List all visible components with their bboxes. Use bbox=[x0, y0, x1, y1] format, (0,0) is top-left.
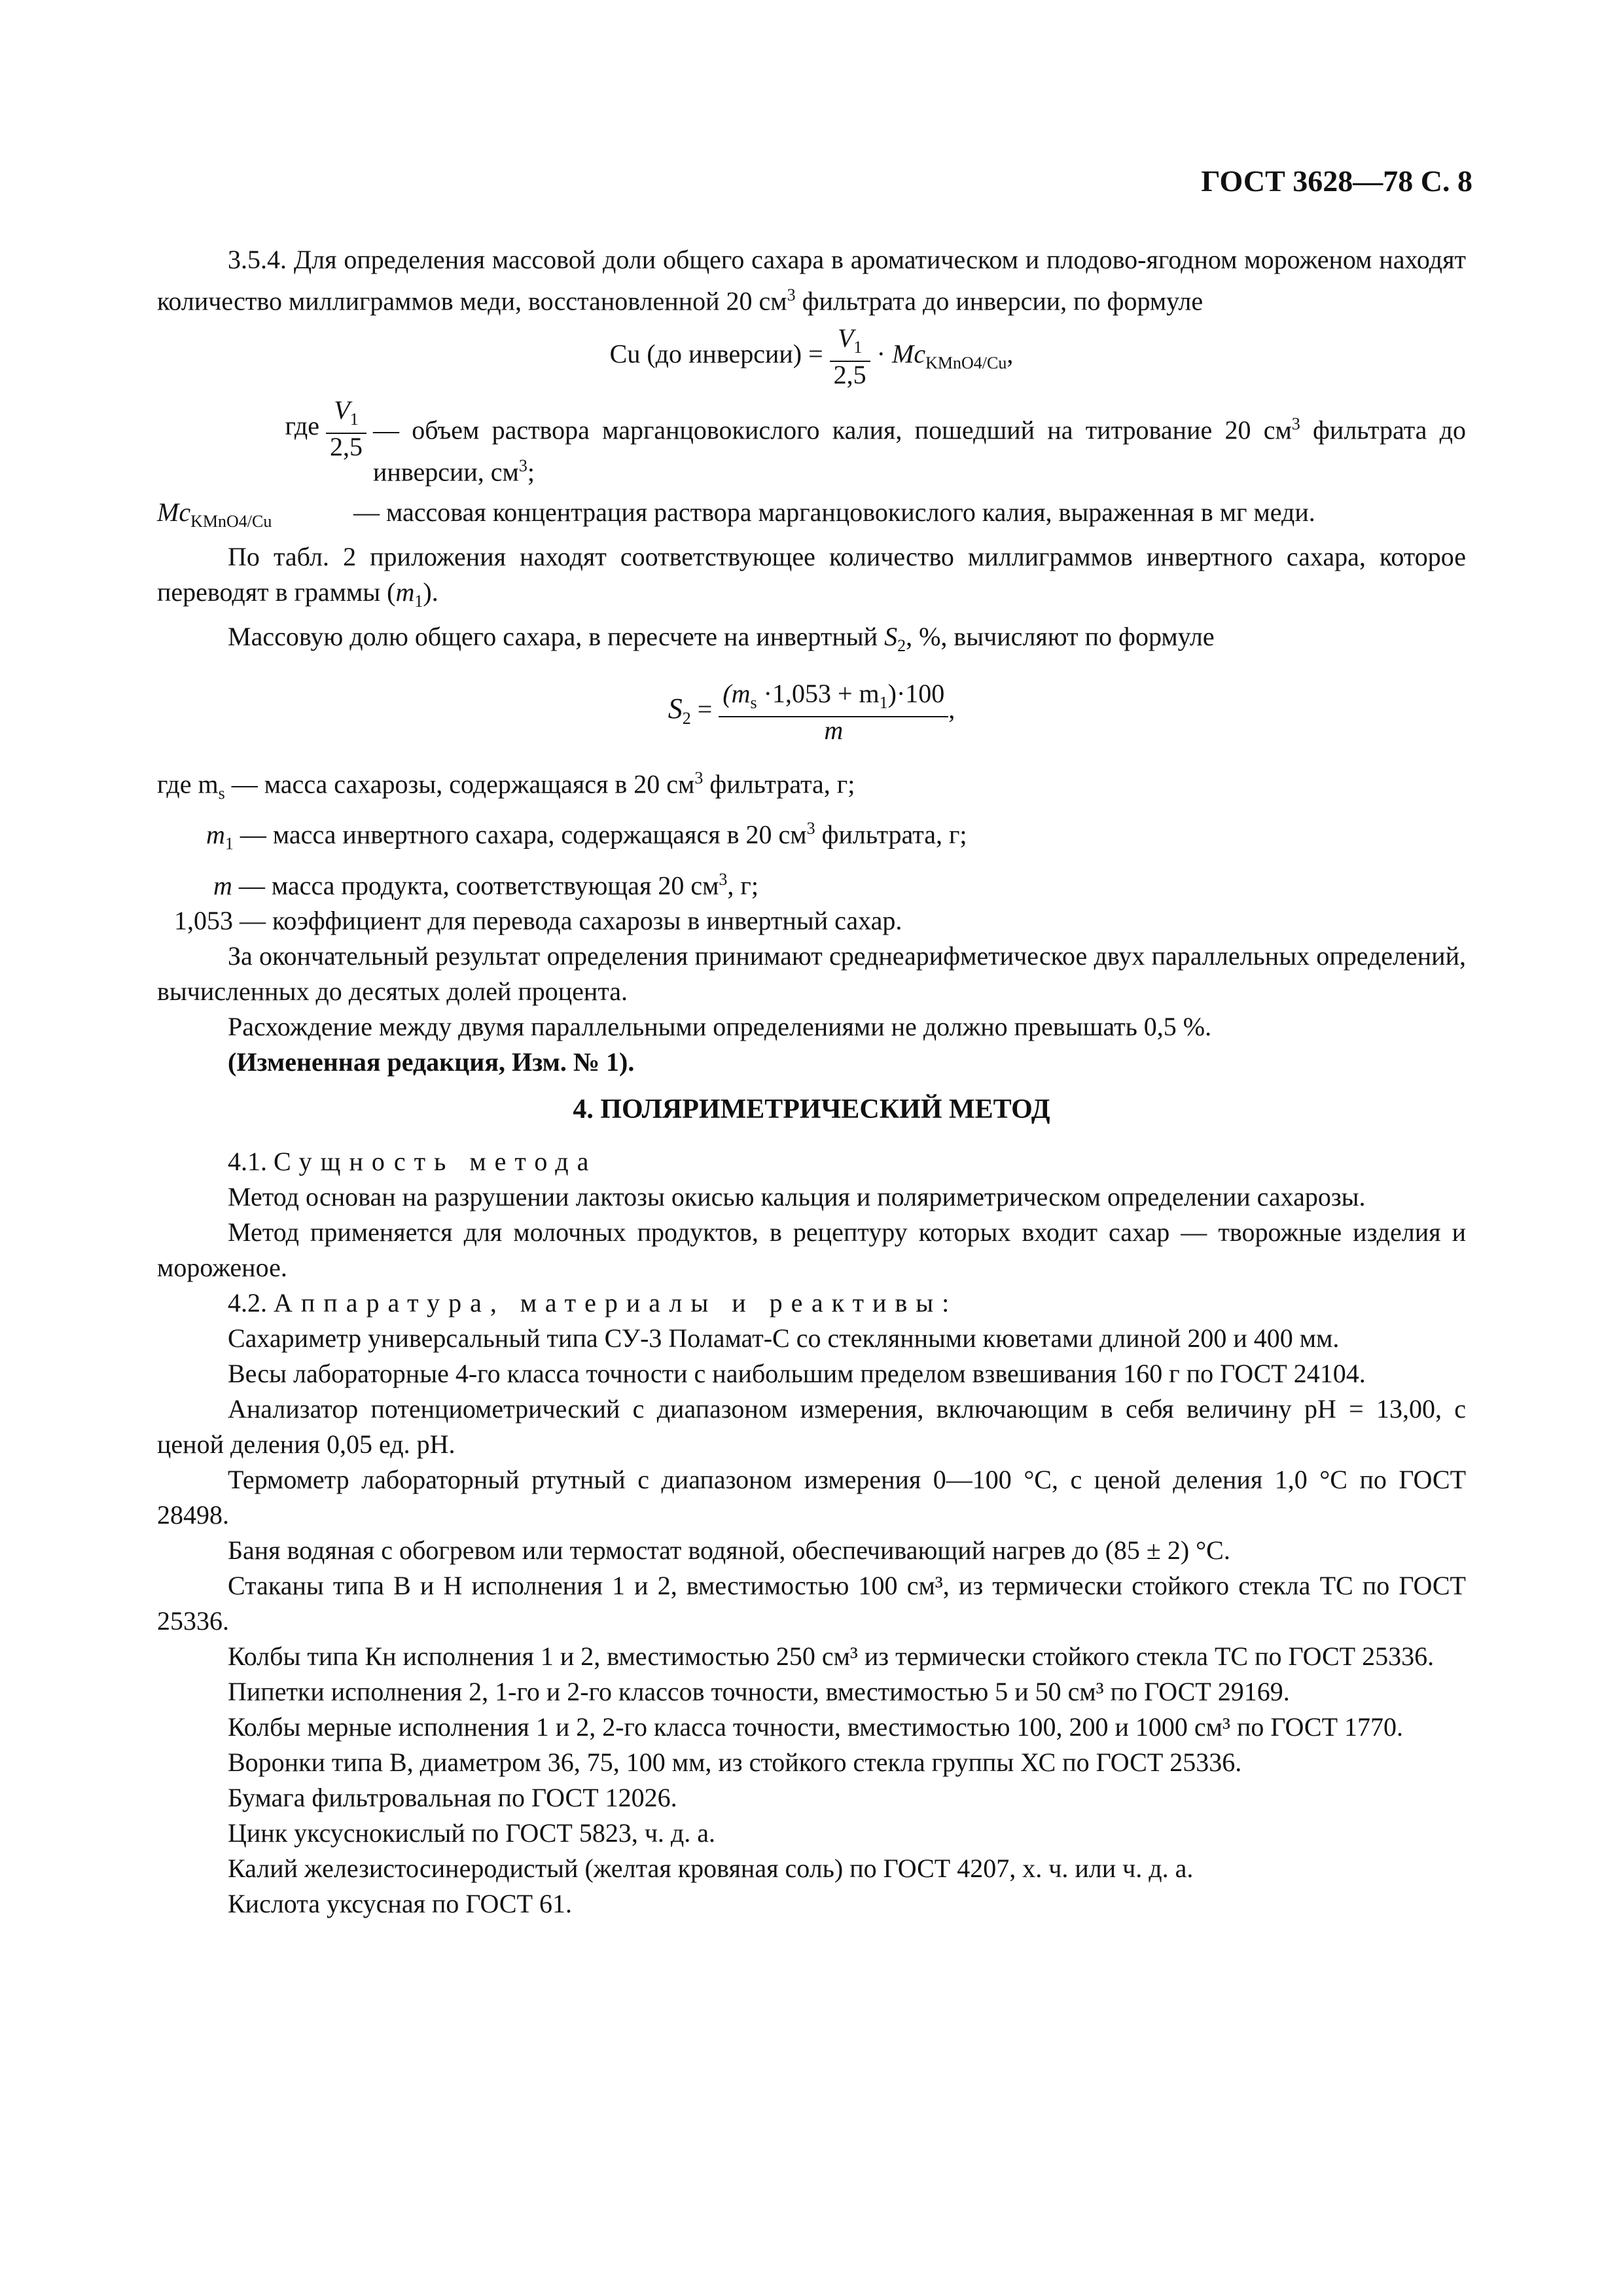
num: (m bbox=[722, 678, 751, 708]
sub: 1 bbox=[853, 338, 863, 357]
formula-left: S bbox=[668, 692, 683, 725]
mc: Mc bbox=[892, 339, 926, 369]
den: 2,5 bbox=[330, 432, 363, 462]
where-coef: 1,053 — коэффициент для перевода сахарозы в инвертный сахар. bbox=[174, 905, 902, 935]
page-header: ГОСТ 3628—78 С. 8 bbox=[1201, 164, 1472, 198]
sub: 1 bbox=[349, 410, 359, 429]
list-item: Цинк уксуснокислый по ГОСТ 5823, ч. д. а. bbox=[228, 1818, 716, 1848]
section-4 bbox=[157, 1073, 1466, 1922]
mc: Mc bbox=[157, 497, 191, 527]
sub: 2 bbox=[682, 709, 691, 728]
list-item: Колбы мерные исполнения 1 и 2, 2-го класса точности, вместимостью 100, 200 и 1000 см³ по ГОСТ 1770. bbox=[228, 1712, 1403, 1742]
subsection-4-2-heading bbox=[157, 1285, 1466, 1321]
where-m bbox=[157, 862, 1466, 903]
end: ; bbox=[527, 456, 535, 486]
fraction bbox=[830, 325, 870, 388]
num: )·100 bbox=[887, 678, 945, 708]
s: S bbox=[884, 621, 898, 651]
list-item: Баня водяная с обогревом или термостат водяной, обеспечивающий нагрев до (85 ± 2) °С. bbox=[228, 1535, 1230, 1565]
text: , г; bbox=[727, 870, 758, 900]
list-item: Пипетки исполнения 2, 1-го и 2-го классов точности, вместимостью 5 и 50 см³ по ГОСТ 29169. bbox=[228, 1677, 1290, 1706]
fraction bbox=[326, 397, 366, 460]
text: Массовую долю общего сахара, в пересчете на инвертный bbox=[228, 621, 885, 651]
list-item: Воронки типа В, диаметром 36, 75, 100 мм, из стойкого стекла группы ХС по ГОСТ 25336. bbox=[228, 1748, 1242, 1777]
label: m bbox=[206, 819, 225, 850]
where-ms bbox=[157, 761, 1466, 811]
sup: 3 bbox=[518, 456, 527, 475]
den: 2,5 bbox=[833, 360, 866, 390]
sup: 3 bbox=[694, 768, 704, 787]
section-title: 4. ПОЛЯРИМЕТРИЧЕСКИЙ МЕТОД bbox=[573, 1094, 1050, 1124]
where-mc bbox=[157, 495, 1466, 539]
text: — масса продукта, соответствующая 20 см bbox=[232, 870, 719, 900]
list-item: Калий железистосинеродистый (желтая кровяная соль) по ГОСТ 4207, х. ч. или ч. д. а. bbox=[228, 1854, 1194, 1883]
den: m bbox=[824, 715, 844, 745]
equipment-list bbox=[157, 1321, 1466, 1922]
sup: 3 bbox=[1291, 414, 1300, 434]
m: m bbox=[395, 577, 415, 607]
list-item: Колбы типа Кн исполнения 1 и 2, вместимостью 250 см³ из термически стойкого стекла ТС по ГОСТ 25336. bbox=[228, 1641, 1435, 1671]
paragraph-discrepancy: Расхождение между двумя параллельными определениями не должно превышать 0,5 %. bbox=[228, 1011, 1212, 1041]
dot: · bbox=[876, 339, 885, 369]
fraction bbox=[719, 678, 948, 745]
text: По табл. 2 приложения находят соответствующее количество миллиграммов инвертного сахара, которое переводят в граммы ( bbox=[157, 541, 1466, 607]
text: — массовая концентрация раствора марганцовокислого калия, выраженная в мг меди. bbox=[353, 497, 1315, 527]
paragraph-intro bbox=[157, 242, 1466, 319]
formula-s2 bbox=[157, 678, 1466, 745]
eq: = bbox=[697, 694, 713, 725]
formula-cu bbox=[157, 325, 1466, 388]
list-item: Весы лабораторные 4-го класса точности с наибольшим пределом взвешивания 160 г по ГОСТ 24104. bbox=[228, 1359, 1366, 1388]
sub: KMnO4/Cu bbox=[190, 511, 272, 531]
where-m1 bbox=[157, 811, 1466, 861]
amendment-note: (Измененная редакция, Изм. № 1). bbox=[228, 1047, 635, 1077]
label: m bbox=[213, 870, 232, 900]
list-item: Стаканы типа В и Н исполнения 1 и 2, вместимостью 100 см³, из термически стойкого стекла ТС по ГОСТ 25336. bbox=[157, 1571, 1466, 1636]
text: ). bbox=[423, 577, 438, 607]
title: Сущность метода bbox=[274, 1147, 597, 1176]
end: , bbox=[1007, 339, 1014, 369]
sub: 1 bbox=[414, 591, 423, 611]
sub: 2 bbox=[897, 636, 906, 655]
num: V bbox=[837, 323, 854, 353]
text: фильтрата, г; bbox=[703, 769, 855, 799]
sub: s bbox=[218, 783, 225, 803]
clause-3-5-4 bbox=[157, 242, 1466, 1080]
title: Аппаратура, материалы и реактивы: bbox=[274, 1288, 958, 1318]
sub: s bbox=[750, 692, 757, 712]
sub: 1 bbox=[224, 834, 234, 853]
paragraph-table2 bbox=[157, 539, 1466, 619]
where-label: где bbox=[285, 411, 319, 441]
num: V bbox=[334, 395, 350, 425]
text: фильтрата, г; bbox=[815, 819, 967, 850]
text: , %, вычисляют по формуле bbox=[906, 621, 1215, 651]
sup: 3 bbox=[806, 819, 815, 838]
paragraph: Метод применяется для молочных продуктов, в рецептуру которых входит сахар — творожные изделия и мороженое. bbox=[157, 1217, 1466, 1282]
num: ·1,053 + m bbox=[757, 678, 880, 708]
text: фильтрата до инверсии, см bbox=[373, 415, 1466, 486]
sup: 3 bbox=[719, 869, 728, 889]
num: 4.1. bbox=[228, 1147, 274, 1176]
list-item: Кислота уксусная по ГОСТ 61. bbox=[228, 1889, 572, 1918]
text: 3.5.4. Для определения массовой доли общего сахара в ароматическом и плодово-ягодном мороженом находят количество миллиграммов меди, восстановленной 20 см bbox=[157, 245, 1466, 316]
list-item: Анализатор потенциометрический с диапазоном измерения, включающим в себя величину pH = 13,00, с ценой деления 0,05 ед. pH. bbox=[157, 1394, 1466, 1459]
paragraph-result: За окончательный результат определения принимают среднеарифметическое двух параллельных определений, вычисленных до десятых долей процента. bbox=[157, 941, 1466, 1006]
num: 4.2. bbox=[228, 1288, 274, 1318]
paragraph: Метод основан на разрушении лактозы окисью кальция и поляриметрическом определении сахарозы. bbox=[228, 1182, 1366, 1211]
list-item: Бумага фильтровальная по ГОСТ 12026. bbox=[228, 1783, 677, 1812]
sub: KMnO4/Cu bbox=[925, 353, 1007, 373]
where-v1 bbox=[157, 397, 1466, 490]
sup: 3 bbox=[787, 285, 796, 304]
text: фильтрата до инверсии, по формуле bbox=[795, 286, 1204, 316]
text: — объем раствора марганцовокислого калия, пошедший на титрование 20 см bbox=[373, 415, 1292, 445]
text: — масса сахарозы, содержащаяся в 20 см bbox=[224, 769, 695, 799]
formula-left: Cu (до инверсии) = bbox=[609, 339, 823, 369]
paragraph-mass-fraction bbox=[157, 619, 1466, 664]
sub: 1 bbox=[879, 692, 888, 712]
end: , bbox=[948, 694, 955, 725]
list-item: Термометр лабораторный ртутный с диапазоном измерения 0—100 °С, с ценой деления 1,0 °С по ГОСТ 28498. bbox=[157, 1465, 1466, 1530]
list-item: Сахариметр универсальный типа СУ-3 Поламат-С со стеклянными кюветами длиной 200 и 400 мм. bbox=[228, 1323, 1340, 1353]
subsection-4-1-heading bbox=[157, 1144, 1466, 1179]
label: где m bbox=[157, 769, 219, 799]
text: — масса инвертного сахара, содержащаяся в 20 см bbox=[233, 819, 807, 850]
